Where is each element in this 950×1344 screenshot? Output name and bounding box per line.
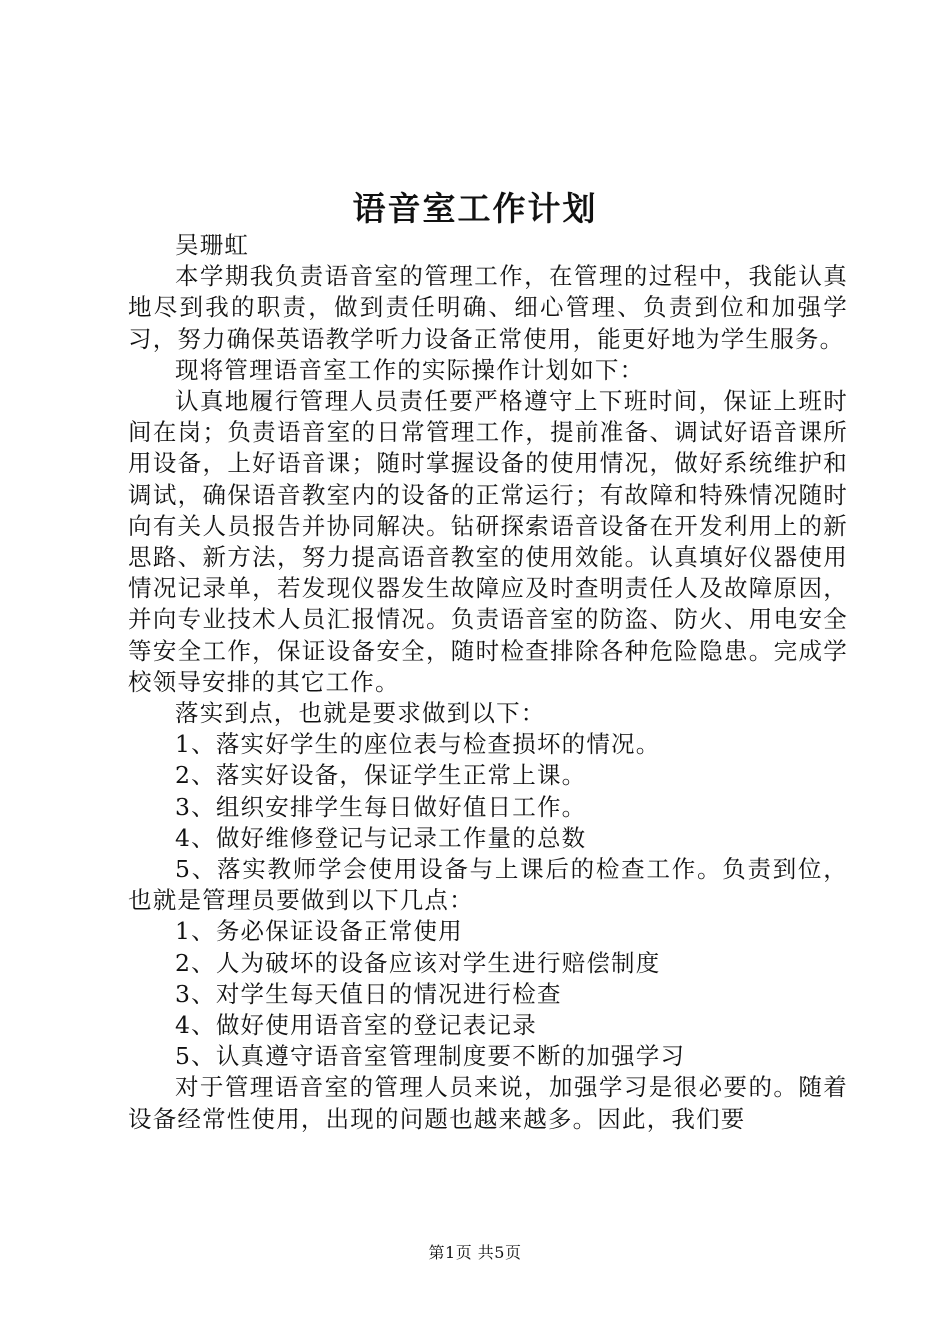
- list-item: 3、组织安排学生每日做好值日工作。: [175, 792, 587, 821]
- list-item: 4、做好使用语音室的登记表记录: [175, 1011, 537, 1040]
- paragraph-intro: 本学期我负责语音室的管理工作，在管理的过程中，我能认真地尽到我的职责，做到责任明确、细心管理、负责到位和加强学习，努力确保英语教学听力设备正常使用，能更好地为学生服务。: [128, 262, 848, 353]
- page-footer: 第1页 共5页: [428, 1243, 522, 1262]
- list-item: 2、人为破坏的设备应该对学生进行赔偿制度: [175, 948, 661, 977]
- paragraph-learning: 对于管理语音室的管理人员来说，加强学习是很必要的。随着设备经常性使用，出现的问题也越来越多。因此，我们要: [128, 1073, 848, 1133]
- list-item: 5、落实教师学会使用设备与上课后的检查工作。负责到位，也就是管理员要做到以下几点：: [128, 855, 848, 915]
- author-name: 吴珊虹: [175, 231, 250, 259]
- list-item: 5、认真遵守语音室管理制度要不断的加强学习: [175, 1042, 686, 1071]
- list-item: 4、做好维修登记与记录工作量的总数: [175, 823, 587, 852]
- list-item: 2、落实好设备，保证学生正常上课。: [175, 761, 587, 790]
- paragraph-implementation-lead: 落实到点，也就是要求做到以下：: [175, 699, 546, 728]
- document-body: [128, 230, 848, 1135]
- list-item: 1、落实好学生的座位表与检查损坏的情况。: [175, 730, 661, 759]
- paragraph-duties: 认真地履行管理人员责任要严格遵守上下班时间，保证上班时间在岗；负责语音室的日常管理工作，提前准备、调试好语音课所用设备，上好语音课；随时掌握设备的使用情况，做好系统维护和调试，确保语音教室内的设备的正常运行；有故障和特殊情况随时向有关人员报告并协同解决。钻研探索语音设备在开发利用上的新思路、新方法，努力提高语音教室的使用效能。认真填好仪器使用情况记录单，若发现仪器发生故障应及时查明责任人及故障原因，并向专业技术人员汇报情况。负责语音室的防盗、防火、用电安全等安全工作，保证设备安全，随时检查排除各种危险隐患。完成学校领导安排的其它工作。: [128, 387, 848, 696]
- list-item: 3、对学生每天值日的情况进行检查: [175, 979, 562, 1008]
- document-title: 语音室工作计划: [352, 189, 598, 228]
- list-item: 1、务必保证设备正常使用: [175, 917, 463, 946]
- paragraph-plan-lead: 现将管理语音室工作的实际操作计划如下：: [175, 355, 645, 384]
